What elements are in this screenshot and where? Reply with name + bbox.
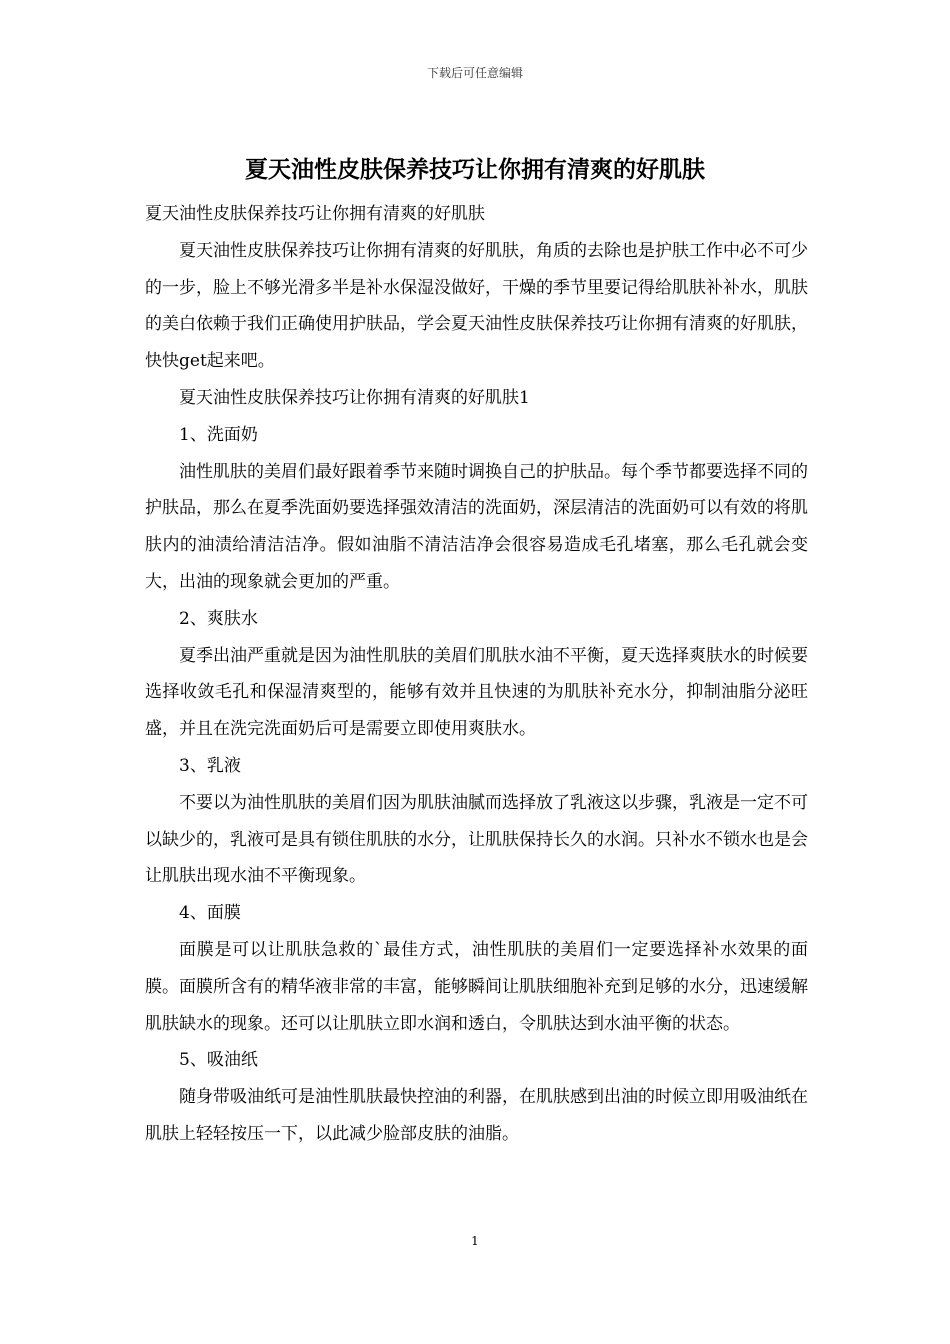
item-text-cleanser: 油性肌肤的美眉们最好跟着季节来随时调换自己的护肤品。每个季节都要选择不同的护肤品，那么在夏季洗面奶要选择强效清洁的洗面奶，深层清洁的洗面奶可以有效的将肌肤内的油渍给清洁洁净。假如油脂不清洁洁净会很容易造成毛孔堵塞，那么毛孔就会变大，出油的现象就会更加的严重。 — [145, 461, 808, 592]
document-subtitle: 夏天油性皮肤保养技巧让你拥有清爽的好肌肤 — [145, 204, 485, 224]
item-heading-mask: 4、面膜 — [179, 903, 241, 924]
item-text-blotting-paper: 随身带吸油纸可是油性肌肤最快控油的利器，在肌肤感到出油的时候立即用吸油纸在肌肤上轻轻按压一下，以此减少脸部皮肤的油脂。 — [145, 1087, 808, 1144]
item-heading-cleanser: 1、洗面奶 — [179, 424, 258, 445]
item-text-lotion: 不要以为油性肌肤的美眉们因为肌肤油腻而选择放了乳液这以步骤，乳液是一定不可以缺少的，乳液可是具有锁住肌肤的水分，让肌肤保持长久的水润。只补水不锁水也是会让肌肤出现水油不平衡现象。 — [145, 792, 808, 887]
item-heading-toner: 2、爽肤水 — [179, 608, 258, 629]
item-text-mask: 面膜是可以让肌肤急救的`最佳方式，油性肌肤的美眉们一定要选择补水效果的面膜。面膜所含有的精华液非常的丰富，能够瞬间让肌肤细胞补充到足够的水分，迅速缓解肌肤缺水的现象。还可以让肌肤立即水润和透白，令肌肤达到水油平衡的状态。 — [145, 939, 808, 1034]
item-text-toner: 夏季出油严重就是因为油性肌肤的美眉们肌肤水油不平衡，夏天选择爽肤水的时候要选择收敛毛孔和保湿清爽型的，能够有效并且快速的为肌肤补充水分，抑制油脂分泌旺盛，并且在洗完洗面奶后可是需要立即使用爽肤水。 — [145, 645, 808, 740]
page-number: 1 — [471, 1234, 479, 1248]
intro-paragraph: 夏天油性皮肤保养技巧让你拥有清爽的好肌肤，角质的去除也是护肤工作中必不可少的一步，脸上不够光滑多半是补水保湿没做好，干燥的季节里要记得给肌肤补补水，肌肤的美白依赖于我们正确使用护肤品，学会夏天油性皮肤保养技巧让你拥有清爽的好肌肤，快快get起来吧。 — [145, 240, 808, 372]
document-title: 夏天油性皮肤保养技巧让你拥有清爽的好肌肤 — [245, 156, 705, 183]
document-body — [145, 196, 808, 1153]
item-heading-blotting-paper: 5、吸油纸 — [179, 1050, 258, 1071]
header-note: 下载后可任意编辑 — [426, 66, 523, 80]
item-heading-lotion: 3、乳液 — [179, 755, 241, 776]
section-title: 夏天油性皮肤保养技巧让你拥有清爽的好肌肤1 — [179, 387, 530, 408]
